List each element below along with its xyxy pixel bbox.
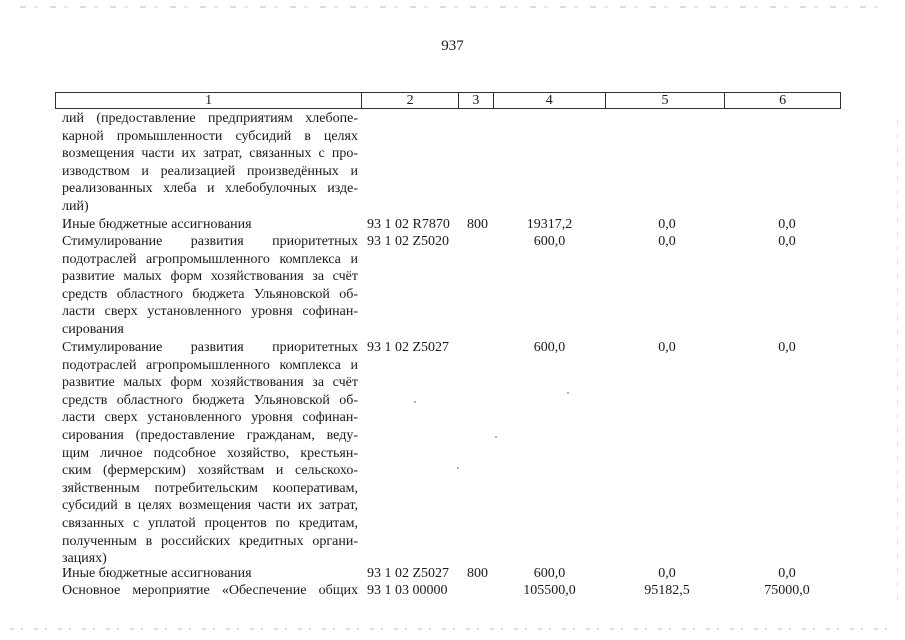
description-line: связанных с уплатой процентов по кредитам, [62,515,358,531]
expense-type: 800 [467,566,488,581]
row-description [62,565,358,583]
amount-col-5: 0,0 [658,340,676,355]
scan-noise-right [897,120,898,600]
header-col-3: 3 [459,93,494,108]
scan-speck [567,392,569,394]
row-description [62,582,358,600]
amount-col-4: 600,0 [533,340,566,355]
description-line: Иные бюджетные ассигнования [62,566,252,581]
scan-noise-top [20,6,885,8]
header-col-6: 6 [779,93,787,108]
description-line: Основное мероприятие «Обеспечение общих [62,583,358,598]
header-col-2: 2 [362,93,459,108]
scan-noise-bottom [10,628,895,630]
amount-col-4: 600,0 [533,234,566,249]
description-line: карной промышленности субсидий в целях [62,128,358,144]
description-line: средств областного бюджета Ульяновской об- [62,392,358,408]
amount-col-6: 75000,0 [764,583,810,598]
row-description [62,233,358,339]
description-line: Стимулирование развития приоритетных [62,340,358,355]
amount-col-6: 0,0 [778,340,796,355]
description-line: сирования (предоставление гражданам, веду- [62,427,358,443]
budget-code: 93 1 02 Z5027 [367,340,450,355]
amount-col-5: 0,0 [658,217,676,232]
description-line: развитие малых форм хозяйствования за счёт [62,269,358,285]
page-number: 937 [441,38,464,54]
description-line: подотраслей агропромышленного комплекса и [62,357,358,373]
expense-type: 800 [467,217,488,232]
description-line: ским (фермерским) хозяйствам и сельскохо- [62,463,358,479]
amount-col-5: 0,0 [658,566,676,581]
description-line: зациях) [62,551,107,567]
table-header [55,92,841,109]
description-line: зяйственным потребительским кооперативам, [62,480,358,496]
description-line: Иные бюджетные ассигнования [62,217,252,232]
scan-speck [495,436,497,438]
header-col-1: 1 [56,93,362,108]
amount-col-4: 105500,0 [523,583,576,598]
row-description [62,110,358,216]
amount-col-6: 0,0 [778,217,796,232]
description-line: развитие малых форм хозяйствования за счёт [62,375,358,391]
budget-code: 93 1 03 00000 [367,583,448,598]
description-line: Стимулирование развития приоритетных [62,234,358,249]
amount-col-6: 0,0 [778,566,796,581]
amount-col-5: 95182,5 [644,583,690,598]
description-line: лий (предоставление предприятиям хлебопе- [62,111,358,126]
amount-col-4: 19317,2 [526,217,573,232]
description-line: возмещения части их затрат, связанных с про- [62,146,358,162]
scan-speck [457,467,459,469]
scan-speck [414,401,416,403]
description-line: полученным в российских кредитных органи- [62,533,358,549]
row-description [62,216,358,234]
budget-code: 93 1 02 Z5020 [367,234,450,249]
budget-code: 93 1 02 R7870 [367,217,450,232]
description-line: ласти сверх установленного уровня софинан- [62,304,358,320]
amount-col-5: 0,0 [658,234,676,249]
description-line: подотраслей агропромышленного комплекса и [62,251,358,267]
budget-code: 93 1 02 Z5027 [367,566,450,581]
header-col-4: 4 [494,93,606,108]
description-line: сирования [62,321,124,337]
description-line: ласти сверх установленного уровня софинан- [62,410,358,426]
row-description [62,339,358,568]
description-line: субсидий в целях возмещения части их затрат, [62,498,358,514]
amount-col-4: 600,0 [533,566,566,581]
description-line: реализованных хлеба и хлебобулочных изде- [62,181,358,197]
description-line: щим личное подсобное хозяйство, крестьян- [62,445,358,461]
description-line: изводством и реализацией произведённых и [62,163,358,179]
description-line: средств областного бюджета Ульяновской об- [62,286,358,302]
header-col-5: 5 [606,93,726,108]
description-line: лий) [62,198,89,214]
amount-col-6: 0,0 [778,234,796,249]
